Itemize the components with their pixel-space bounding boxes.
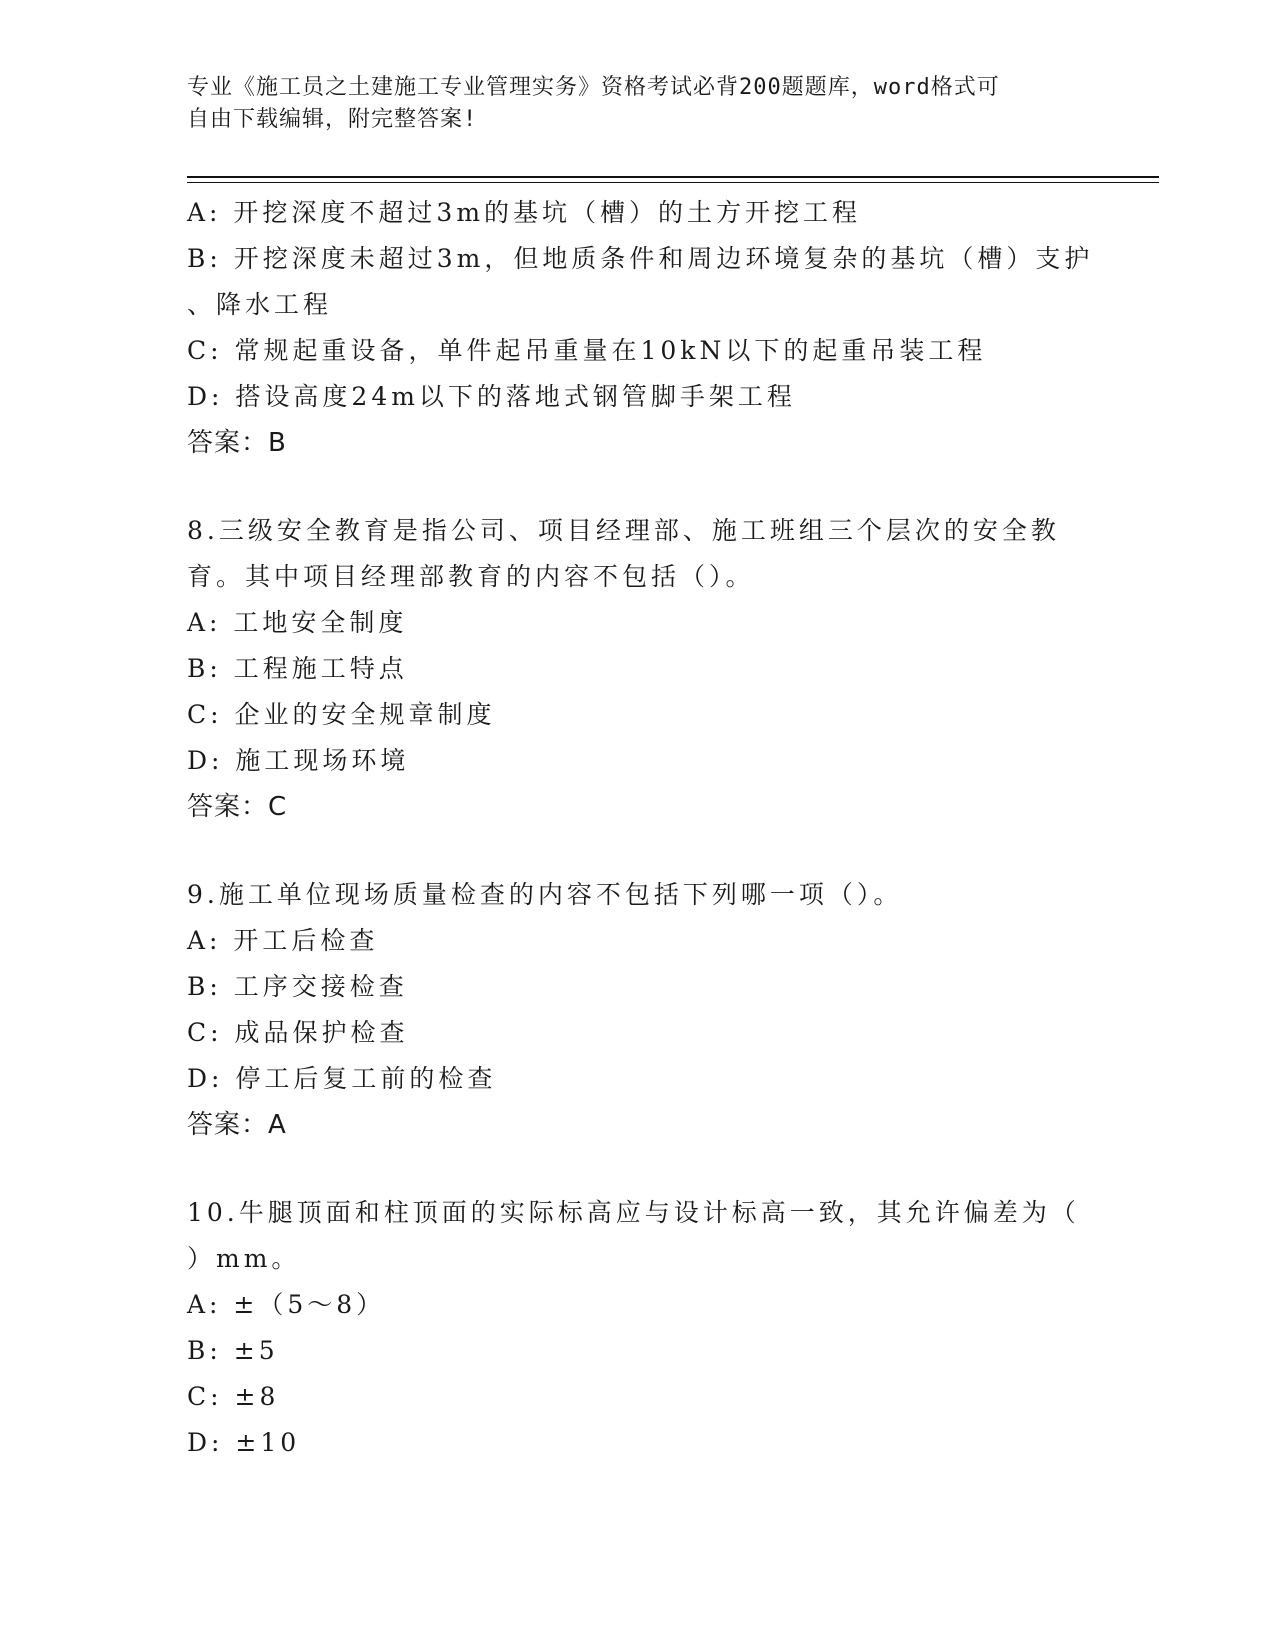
option-c: C: 常规起重设备，单件起吊重量在10kN以下的起重吊装工程: [187, 336, 987, 365]
option-b: B: 工程施工特点: [187, 654, 408, 683]
answer-label: 答案：A: [187, 1110, 287, 1140]
question-stem: 9.施工单位现场质量检查的内容不包括下列哪一项（）。: [187, 880, 903, 909]
option-c: C: 企业的安全规章制度: [187, 700, 496, 729]
option-d: D: 停工后复工前的检查: [187, 1064, 497, 1093]
option-d: D: 搭设高度24m以下的落地式钢管脚手架工程: [187, 382, 796, 411]
option-b: B: 开挖深度未超过3m，但地质条件和周边环境复杂的基坑（槽）支护: [187, 244, 1094, 273]
spacer: [187, 466, 1087, 508]
option-c: C: ±8: [187, 1382, 280, 1411]
question-8: [187, 508, 1087, 830]
question-stem: 8.三级安全教育是指公司、项目经理部、施工班组三个层次的安全教: [187, 516, 1060, 545]
option-b-continued: 、降水工程: [187, 290, 333, 319]
answer-label: 答案：C: [187, 792, 288, 822]
header-line-1: 专业《施工员之土建施工专业管理实务》资格考试必背200题题库，word格式可: [187, 75, 1000, 100]
option-d: D: 施工现场环境: [187, 746, 410, 775]
answer-label: 答案：B: [187, 428, 287, 458]
header-rule-thick: [187, 176, 1159, 178]
option-c: C: 成品保护检查: [187, 1018, 409, 1047]
question-stem: 10.牛腿顶面和柱顶面的实际标高应与设计标高一致，其允许偏差为（: [187, 1198, 1080, 1227]
question-7: [187, 190, 1094, 466]
option-a: A: 工地安全制度: [187, 608, 408, 637]
spacer: [187, 830, 1087, 872]
question-content: [187, 190, 1094, 1466]
option-a: A: 开挖深度不超过3m的基坑（槽）的土方开挖工程: [187, 198, 862, 227]
option-a: A: ±（5～8）: [187, 1290, 386, 1319]
header-line-2: 自由下载编辑，附完整答案!: [187, 107, 478, 132]
question-stem-continued: 育。其中项目经理部教育的内容不包括（）。: [187, 562, 755, 591]
option-a: A: 开工后检查: [187, 926, 379, 955]
question-9: [187, 872, 1087, 1148]
question-10: [187, 1190, 1087, 1466]
header-rule-thin: [187, 182, 1159, 183]
document-header: [187, 72, 1067, 136]
spacer: [187, 1148, 1087, 1190]
option-b: B: ±5: [187, 1336, 279, 1365]
option-b: B: 工序交接检查: [187, 972, 408, 1001]
question-stem-continued: ）mm。: [187, 1244, 301, 1273]
option-d: D: ±10: [187, 1428, 301, 1457]
